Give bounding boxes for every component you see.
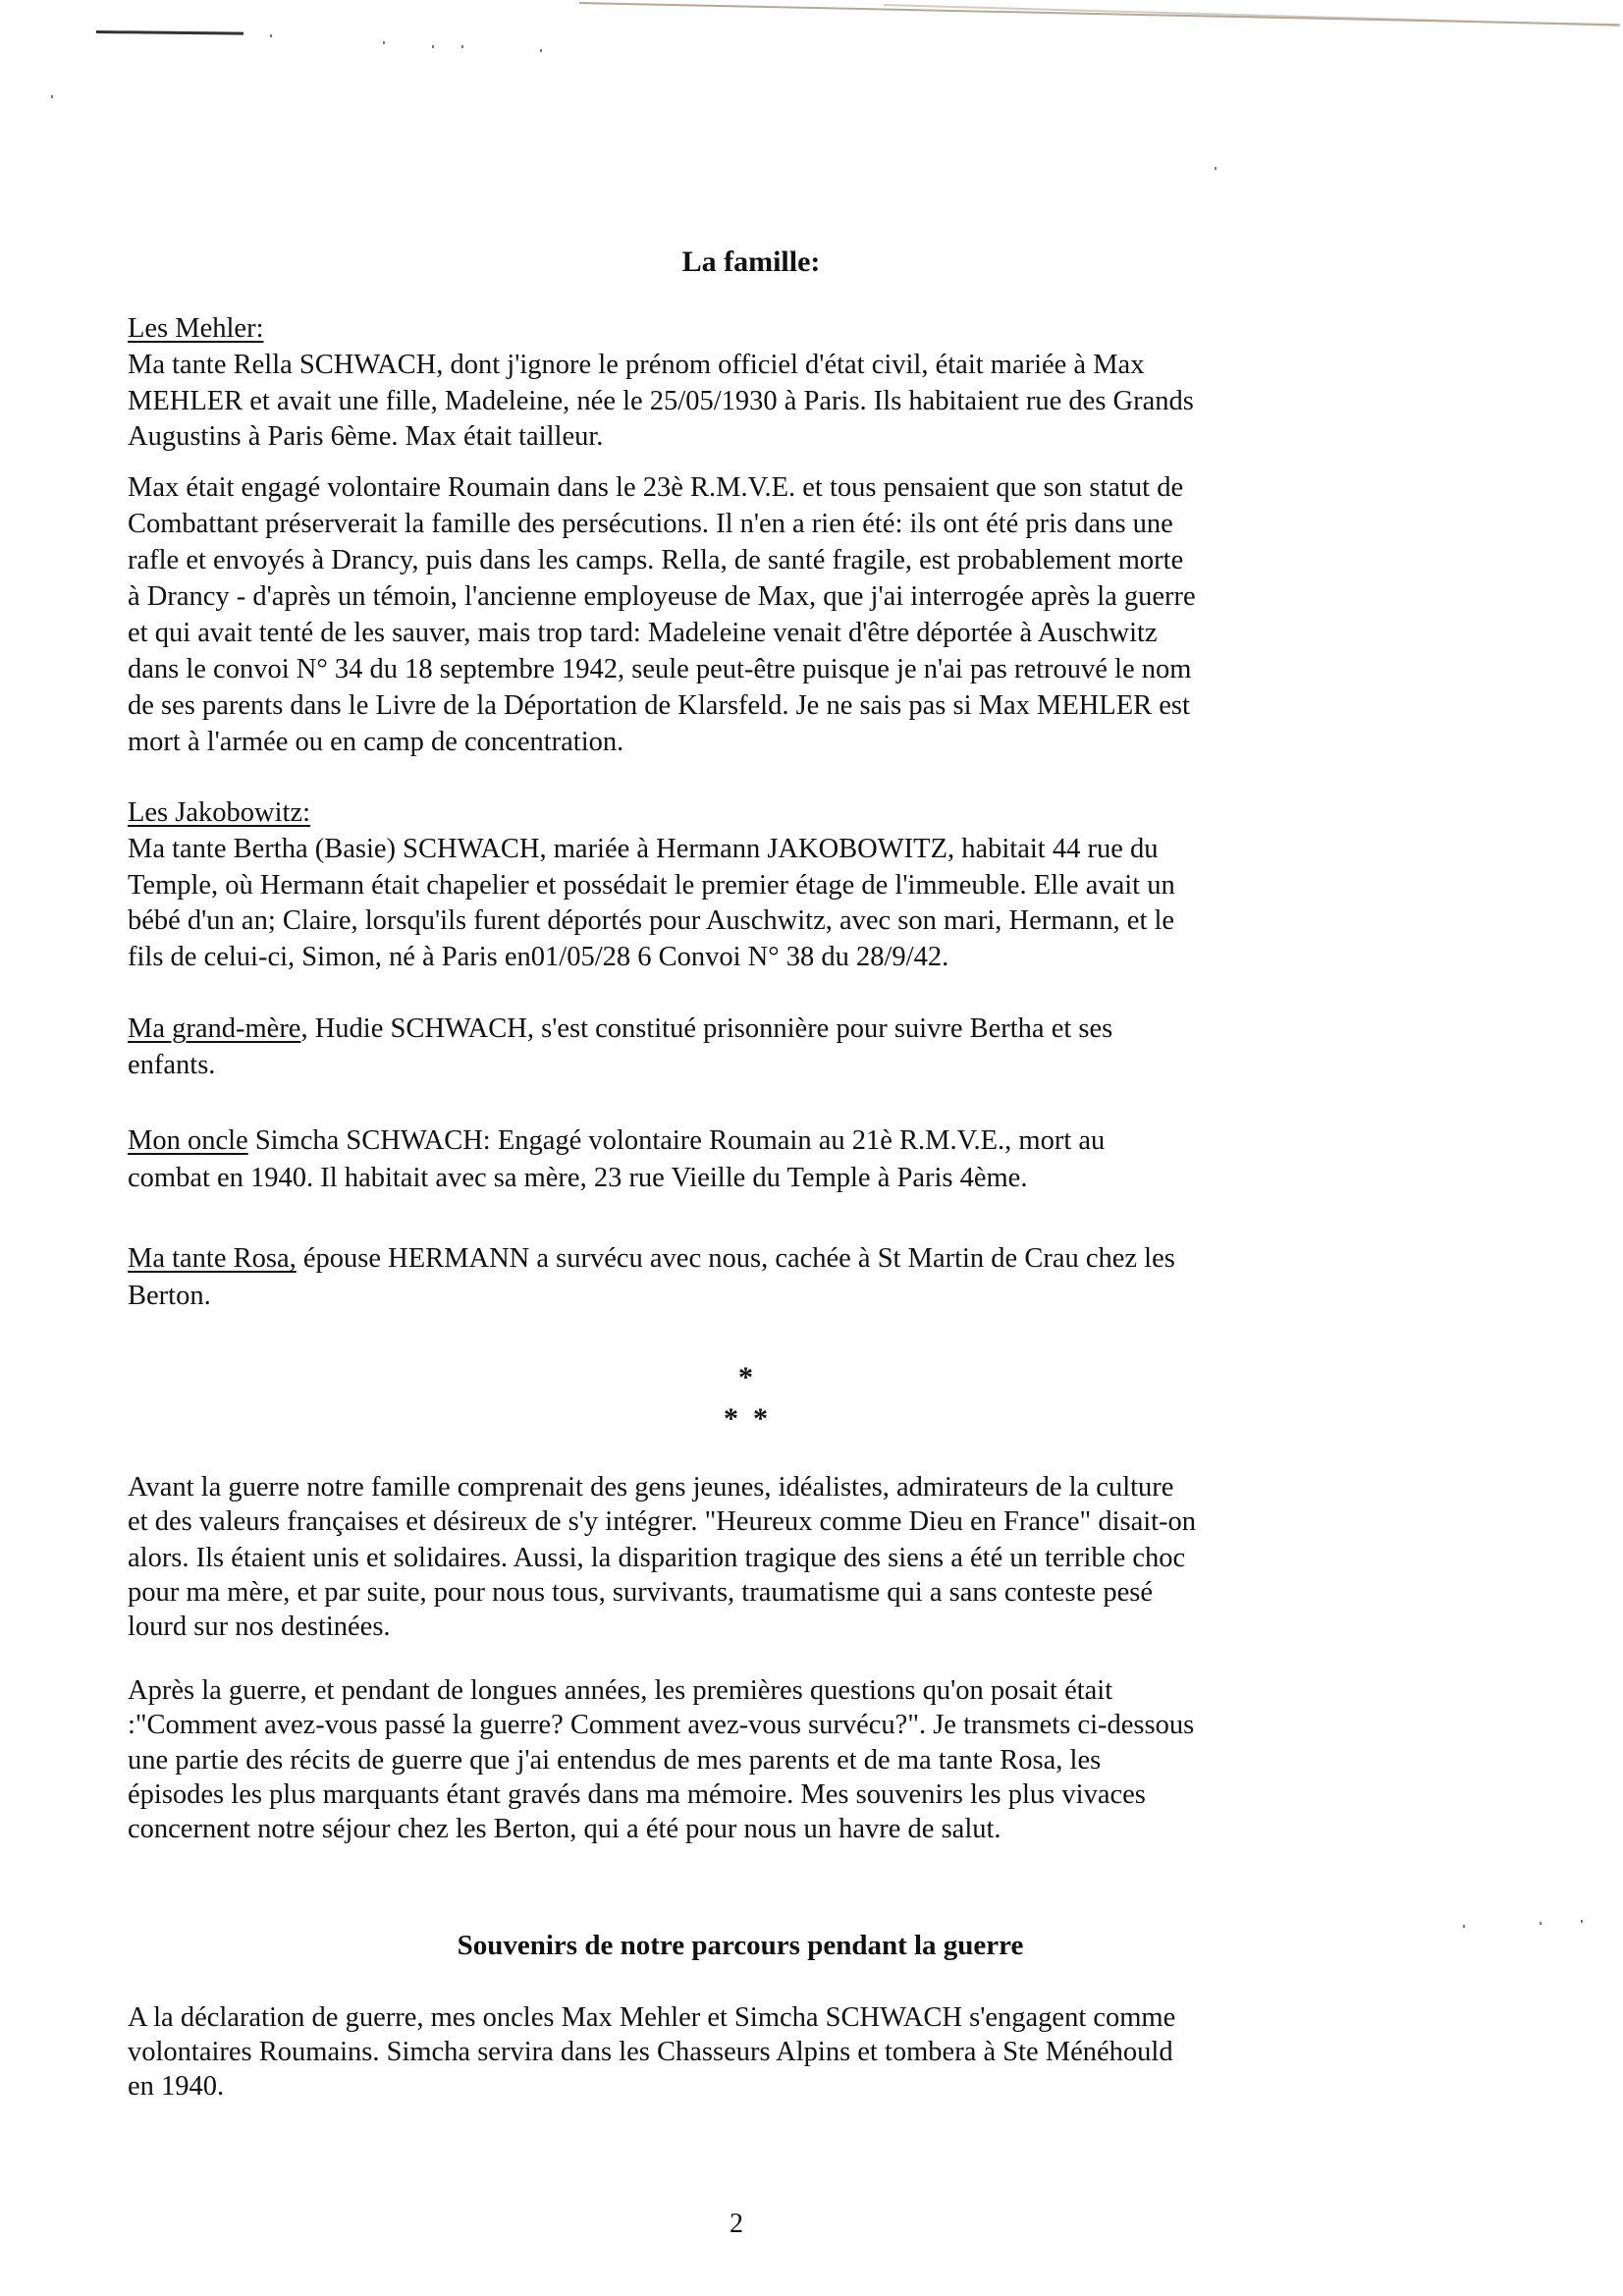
section-heading-jakobowitz: Les Jakobowitz: xyxy=(128,797,311,828)
jakobowitz-line: Ma tante Bertha (Basie) SCHWACH, mariée à Hermann JAKOBOWITZ, habitait 44 rue du xyxy=(128,834,1159,864)
scan-speck xyxy=(51,95,53,98)
apres-line: une partie des récits de guerre que j'ai entendus de mes parents et de ma tante Rosa, les xyxy=(128,1745,1102,1776)
jakobowitz-line: Temple, où Hermann était chapelier et possédait le premier étage de l'immeuble. Elle avait un xyxy=(128,870,1175,901)
rosa-paragraph-line xyxy=(128,1241,1175,1277)
oncle-paragraph-line xyxy=(128,1123,1105,1159)
declaration-line: A la déclaration de guerre, mes oncles Max Mehler et Simcha SCHWACH s'engagent comme xyxy=(128,2002,1176,2033)
jakobowitz-line: bébé d'un an; Claire, lorsqu'ils furent déportés pour Auschwitz, avec son mari, Hermann, et le xyxy=(128,905,1175,936)
apres-line: épisodes les plus marquants étant gravés dans ma mémoire. Mes souvenirs les plus vivaces xyxy=(128,1779,1146,1810)
separator-asterisk-bottom-left: * xyxy=(724,1402,738,1435)
declaration-line: volontaires Roumains. Simcha servira dans les Chasseurs Alpins et tombera à Ste Ménéhould xyxy=(128,2037,1173,2067)
scan-speck xyxy=(432,45,434,48)
separator-asterisk-top: * xyxy=(738,1361,753,1394)
jakobowitz-line: fils de celui-ci, Simon, né à Paris en01/05/28 6 Convoi N° 38 du 28/9/42. xyxy=(128,942,949,972)
scan-speck xyxy=(270,34,272,37)
grandmere-text: , Hudie SCHWACH, s'est constitué prisonnière pour suivre Bertha et ses xyxy=(300,1013,1113,1044)
declaration-line: en 1940. xyxy=(128,2071,225,2102)
rosa-line: Berton. xyxy=(128,1281,211,1311)
mehler-line: Max était engagé volontaire Roumain dans le 23è R.M.V.E. et tous pensaient que son statut de xyxy=(128,472,1184,503)
apres-line: Après la guerre, et pendant de longues années, les premières questions qu'on posait était xyxy=(128,1675,1113,1706)
mehler-line: Augustins à Paris 6ème. Max était tailleur. xyxy=(128,421,604,452)
scan-speck xyxy=(383,41,385,44)
avant-line: lourd sur nos destinées. xyxy=(128,1612,391,1642)
scan-top-stroke xyxy=(96,30,243,35)
mehler-line: rafle et envoyés à Drancy, puis dans les camps. Rella, de santé fragile, est probablement morte xyxy=(128,545,1184,575)
rosa-label: Ma tante Rosa, xyxy=(128,1243,297,1274)
oncle-line: combat en 1940. Il habitait avec sa mère, 23 rue Vieille du Temple à Paris 4ème. xyxy=(128,1163,1028,1193)
avant-line: Avant la guerre notre famille comprenait des gens jeunes, idéalistes, admirateurs de la culture xyxy=(128,1472,1174,1503)
mehler-line: Combattant préserverait la famille des persécutions. Il n'en a rien été: ils ont été pris dans une xyxy=(128,509,1173,539)
page-title: La famille: xyxy=(681,246,821,278)
separator-asterisk-bottom-right: * xyxy=(753,1402,768,1435)
oncle-text: Simcha SCHWACH: Engagé volontaire Roumain au 21è R.M.V.E., mort au xyxy=(247,1125,1106,1156)
apres-line: :"Comment avez-vous passé la guerre? Comment avez-vous survécu?". Je transmets ci-dessous xyxy=(128,1710,1195,1740)
mehler-line: Ma tante Rella SCHWACH, dont j'ignore le prénom officiel d'état civil, était mariée à Max xyxy=(128,350,1145,380)
mehler-line: dans le convoi N° 34 du 18 septembre 1942, seule peut-être puisque je n'ai pas retrouvé le nom xyxy=(128,654,1192,684)
section-heading-mehler: Les Mehler: xyxy=(128,313,264,344)
section-subtitle: Souvenirs de notre parcours pendant la guerre xyxy=(457,1930,1024,1961)
avant-line: pour ma mère, et par suite, pour nous tous, survivants, traumatisme qui a sans conteste pesé xyxy=(128,1577,1153,1608)
mehler-line: de ses parents dans le Livre de la Déportation de Klarsfeld. Je ne sais pas si Max MEHLER est xyxy=(128,690,1190,721)
scan-speck xyxy=(1540,1922,1542,1925)
avant-line: alors. Ils étaient unis et solidaires. Aussi, la disparition tragique des siens a été un terrible choc xyxy=(128,1543,1186,1573)
mehler-line: mort à l'armée ou en camp de concentration. xyxy=(128,727,624,757)
grandmere-label: Ma grand-mère xyxy=(128,1013,301,1044)
mehler-line: et qui avait tenté de les sauver, mais trop tard: Madeleine venait d'être déportée à Auschwitz xyxy=(128,618,1158,648)
scan-edge-line-2 xyxy=(884,4,1620,27)
oncle-label: Mon oncle xyxy=(128,1125,248,1156)
scan-speck xyxy=(540,49,542,52)
grandmere-paragraph-line xyxy=(128,1011,1112,1047)
mehler-line: MEHLER et avait une fille, Madeleine, née le 25/05/1930 à Paris. Ils habitaient rue des Grands xyxy=(128,386,1194,416)
page-number: 2 xyxy=(730,2209,743,2239)
scan-speck xyxy=(1581,1920,1583,1923)
scan-edge-line xyxy=(579,2,1620,26)
apres-line: concernent notre séjour chez les Berton, qui a été pour nous un havre de salut. xyxy=(128,1814,1001,1844)
mehler-line: à Drancy - d'après un témoin, l'ancienne employeuse de Max, que j'ai interrogée après la guerre xyxy=(128,581,1196,612)
avant-line: et des valeurs françaises et désireux de s'y intégrer. "Heureux comme Dieu en France" disait-on xyxy=(128,1506,1197,1537)
grandmere-line: enfants. xyxy=(128,1050,216,1080)
rosa-text: épouse HERMANN a survécu avec nous, cachée à St Martin de Crau chez les xyxy=(296,1243,1175,1274)
scan-speck xyxy=(461,45,463,48)
scan-speck xyxy=(1215,167,1217,170)
